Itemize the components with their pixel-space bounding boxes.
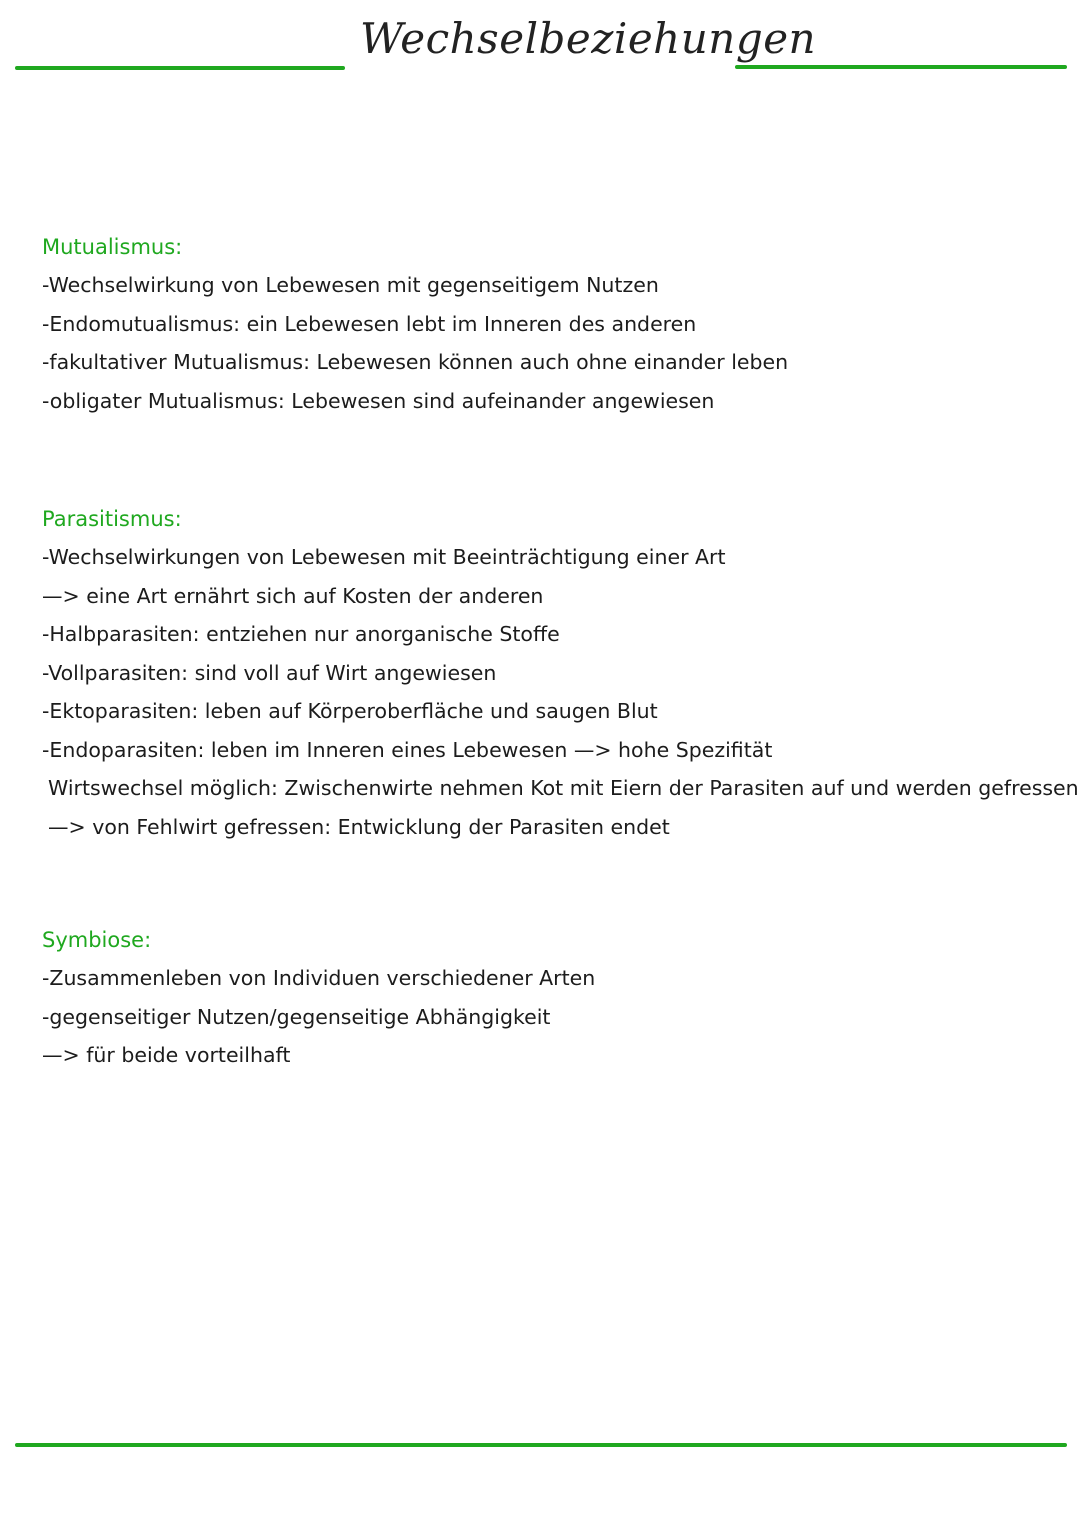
note-line: —> eine Art ernährt sich auf Kosten der anderen [42, 583, 544, 608]
note-line: -Vollparasiten: sind voll auf Wirt angewiesen [42, 660, 497, 685]
section-heading: Mutualismus: [42, 235, 183, 259]
note-line: -Ektoparasiten: leben auf Körperoberfläche und saugen Blut [42, 699, 658, 723]
note-line: -Endomutualismus: ein Lebewesen lebt im Inneren des anderen [42, 311, 697, 336]
note-line: -obligater Mutualismus: Lebewesen sind aufeinander angewiesen [42, 388, 715, 413]
section-symbiose [42, 921, 1042, 1075]
section-mutualismus [42, 228, 1042, 420]
section-heading: Parasitismus: [42, 507, 182, 531]
note-line: -Zusammenleben von Individuen verschiedener Arten [42, 966, 596, 990]
note-line: -Halbparasiten: entziehen nur anorganische Stoffe [42, 622, 560, 646]
note-line: -Wechselwirkung von Lebewesen mit gegenseitigem Nutzen [42, 273, 659, 297]
page-title: Wechselbeziehungen [360, 14, 817, 63]
section-parasitismus [42, 500, 1079, 846]
bottom-rule [15, 1443, 1067, 1447]
section-heading: Symbiose: [42, 928, 152, 952]
note-line: -Wechselwirkungen von Lebewesen mit Beeinträchtigung einer Art [42, 545, 726, 569]
note-line: -gegenseitiger Nutzen/gegenseitige Abhängigkeit [42, 1004, 551, 1029]
note-line: —> für beide vorteilhaft [42, 1043, 291, 1067]
note-line: Wirtswechsel möglich: Zwischenwirte nehmen Kot mit Eiern der Parasiten auf und werden gefressen [48, 776, 1079, 800]
top-rule-left [15, 66, 345, 70]
note-line: —> von Fehlwirt gefressen: Entwicklung der Parasiten endet [48, 814, 670, 839]
top-rule-right [735, 65, 1067, 69]
note-line: -fakultativer Mutualismus: Lebewesen können auch ohne einander leben [42, 350, 789, 374]
note-line: -Endoparasiten: leben im Inneren eines Lebewesen —> hohe Spezifität [42, 737, 773, 762]
